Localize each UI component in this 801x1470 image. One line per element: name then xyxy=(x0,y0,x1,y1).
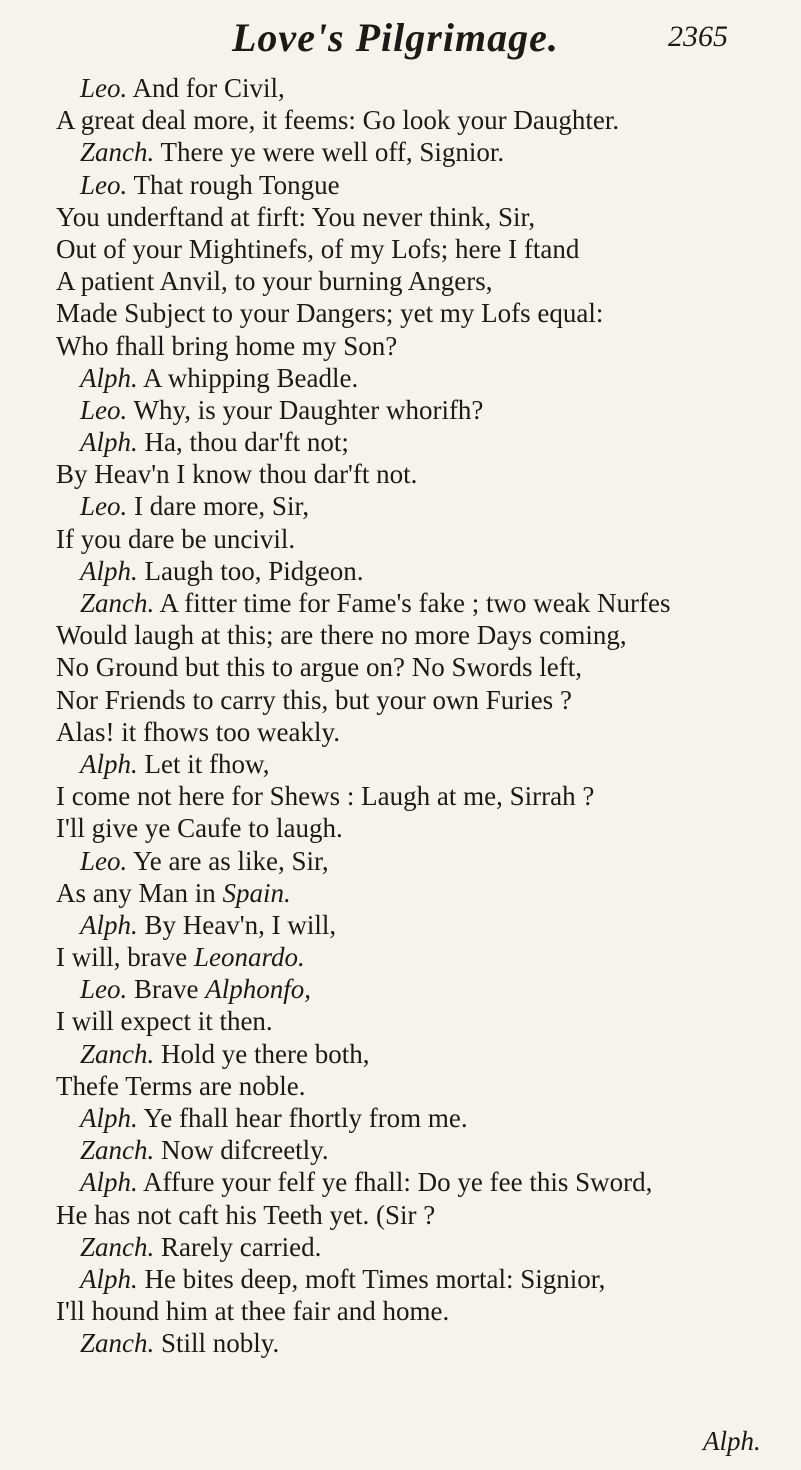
line-text: I come not here for Shews : Laugh at me, Sirrah ? xyxy=(56,781,595,812)
line-text: Hold ye there both, xyxy=(154,1038,370,1069)
italic-word: Spain. xyxy=(222,877,291,908)
text-line xyxy=(0,1231,801,1263)
text-line xyxy=(0,1199,801,1231)
speaker-name: Zanch. xyxy=(80,137,155,168)
text-line xyxy=(0,426,801,458)
text-line xyxy=(0,555,801,587)
text-line xyxy=(0,716,801,748)
text-line xyxy=(0,748,801,780)
line-text: Affure your felf ye fhall: Do ye fee this Sword, xyxy=(137,1167,653,1198)
text-line xyxy=(0,1134,801,1166)
text-line xyxy=(0,394,801,426)
line-text: I will, brave xyxy=(56,942,194,973)
text-line xyxy=(0,362,801,394)
line-text: Out of your Mightinefs, of my Lofs; here I ftand xyxy=(56,233,580,264)
text-line xyxy=(0,619,801,651)
speaker-name: Alph. xyxy=(80,427,138,458)
line-text: No Ground but this to argue on? No Swords left, xyxy=(56,652,582,683)
speaker-name: Zanch. xyxy=(80,1328,155,1359)
text-line xyxy=(0,780,801,812)
speaker-name: Alph. xyxy=(80,1263,138,1294)
text-line xyxy=(0,297,801,329)
line-text: A fitter time for Fame's fake ; two weak Nurfes xyxy=(154,588,671,618)
text-line xyxy=(0,201,801,233)
line-text: Thefe Terms are noble. xyxy=(56,1070,306,1101)
speaker-name: Leo. xyxy=(80,491,128,522)
line-text: That rough Tongue xyxy=(127,169,340,200)
speaker-name: Zanch. xyxy=(80,1038,155,1069)
text-line xyxy=(0,1070,801,1102)
speaker-name: Alph. xyxy=(80,1103,138,1133)
speaker-name: Alph. xyxy=(80,362,138,393)
speaker-name: Zanch. xyxy=(80,1135,155,1166)
text-line xyxy=(0,1327,801,1359)
line-text: Would laugh at this; are there no more Days coming, xyxy=(56,620,627,651)
text-line xyxy=(0,1263,801,1295)
line-text: Ha, thou dar'ft not; xyxy=(137,427,349,458)
text-line xyxy=(0,1102,801,1134)
line-text: Made Subject to your Dangers; yet my Lofs equal: xyxy=(56,298,604,329)
line-text: Alas! it fhows too weakly. xyxy=(56,716,340,747)
text-line xyxy=(0,1166,801,1198)
page-number: 2365 xyxy=(668,20,728,53)
line-text: Laugh too, Pidgeon. xyxy=(137,555,364,586)
play-text xyxy=(0,72,801,1360)
speaker-name: Alph. xyxy=(80,555,138,586)
line-text: You underftand at firft: You never think, Sir, xyxy=(56,201,536,232)
text-line xyxy=(0,909,801,941)
line-text: Let it fhow, xyxy=(137,748,270,779)
text-line xyxy=(0,136,801,168)
line-text: A patient Anvil, to your burning Angers, xyxy=(56,266,493,297)
catchword: Alph. xyxy=(703,1426,761,1456)
line-text: Nor Friends to carry this, but your own Furies ? xyxy=(56,684,572,715)
line-text: By Heav'n, I will, xyxy=(137,909,337,940)
line-text: I will expect it then. xyxy=(56,1006,273,1037)
text-line xyxy=(0,1005,801,1037)
text-line xyxy=(0,169,801,201)
line-text: Ye are as like, Sir, xyxy=(127,845,329,876)
text-line xyxy=(0,72,801,104)
text-line xyxy=(0,1295,801,1327)
text-line xyxy=(0,845,801,877)
line-text: I'll hound him at thee fair and home. xyxy=(56,1296,450,1327)
speaker-name: Zanch. xyxy=(80,1231,155,1262)
speaker-name: Leo. xyxy=(80,845,128,876)
line-text: And for Civil, xyxy=(127,73,285,103)
text-line xyxy=(0,941,801,973)
speaker-name: Leo. xyxy=(80,169,128,200)
line-text: A great deal more, it feems: Go look your Daughter. xyxy=(56,105,620,136)
text-line xyxy=(0,104,801,136)
line-text: He bites deep, moft Times mortal: Signior, xyxy=(137,1263,606,1294)
text-line xyxy=(0,233,801,265)
italic-word: Leonardo. xyxy=(193,942,305,973)
speaker-name: Zanch. xyxy=(80,588,155,618)
line-text: Now difcreetly. xyxy=(154,1135,329,1166)
line-text: Who fhall bring home my Son? xyxy=(56,330,398,361)
text-line xyxy=(0,265,801,297)
line-text: A whipping Beadle. xyxy=(137,362,359,393)
line-text: Why, is your Daughter whorifh? xyxy=(127,394,484,425)
speaker-name: Leo. xyxy=(80,974,128,1005)
line-text: Still nobly. xyxy=(154,1328,280,1359)
line-text: If you dare be uncivil. xyxy=(56,523,296,554)
text-line xyxy=(0,523,801,555)
line-text: Brave xyxy=(127,974,206,1005)
line-text: Ye fhall hear fhortly from me. xyxy=(137,1103,468,1133)
line-text: There ye were well off, Signior. xyxy=(154,137,505,168)
text-line xyxy=(0,490,801,522)
speaker-name: Leo. xyxy=(80,394,128,425)
line-text: By Heav'n I know thou dar'ft not. xyxy=(56,459,418,490)
line-text: Rarely carried. xyxy=(154,1231,322,1262)
line-text: He has not caft his Teeth yet. (Sir ? xyxy=(56,1199,436,1230)
text-line xyxy=(0,651,801,683)
line-text: I dare more, Sir, xyxy=(127,491,310,522)
page-header xyxy=(0,6,801,66)
text-line xyxy=(0,1038,801,1070)
text-line xyxy=(0,684,801,716)
speaker-name: Alph. xyxy=(80,1167,138,1198)
text-line xyxy=(0,587,801,619)
running-title: Love's Pilgrimage. xyxy=(232,15,559,60)
text-line xyxy=(0,877,801,909)
speaker-name: Alph. xyxy=(80,748,138,779)
italic-word: Alphonfo, xyxy=(205,974,311,1005)
text-line xyxy=(0,812,801,844)
speaker-name: Alph. xyxy=(80,909,138,940)
text-line xyxy=(0,973,801,1005)
line-text: I'll give ye Caufe to laugh. xyxy=(56,813,343,844)
text-line xyxy=(0,458,801,490)
speaker-name: Leo. xyxy=(80,73,128,103)
text-line xyxy=(0,330,801,362)
line-text: As any Man in xyxy=(56,877,223,908)
